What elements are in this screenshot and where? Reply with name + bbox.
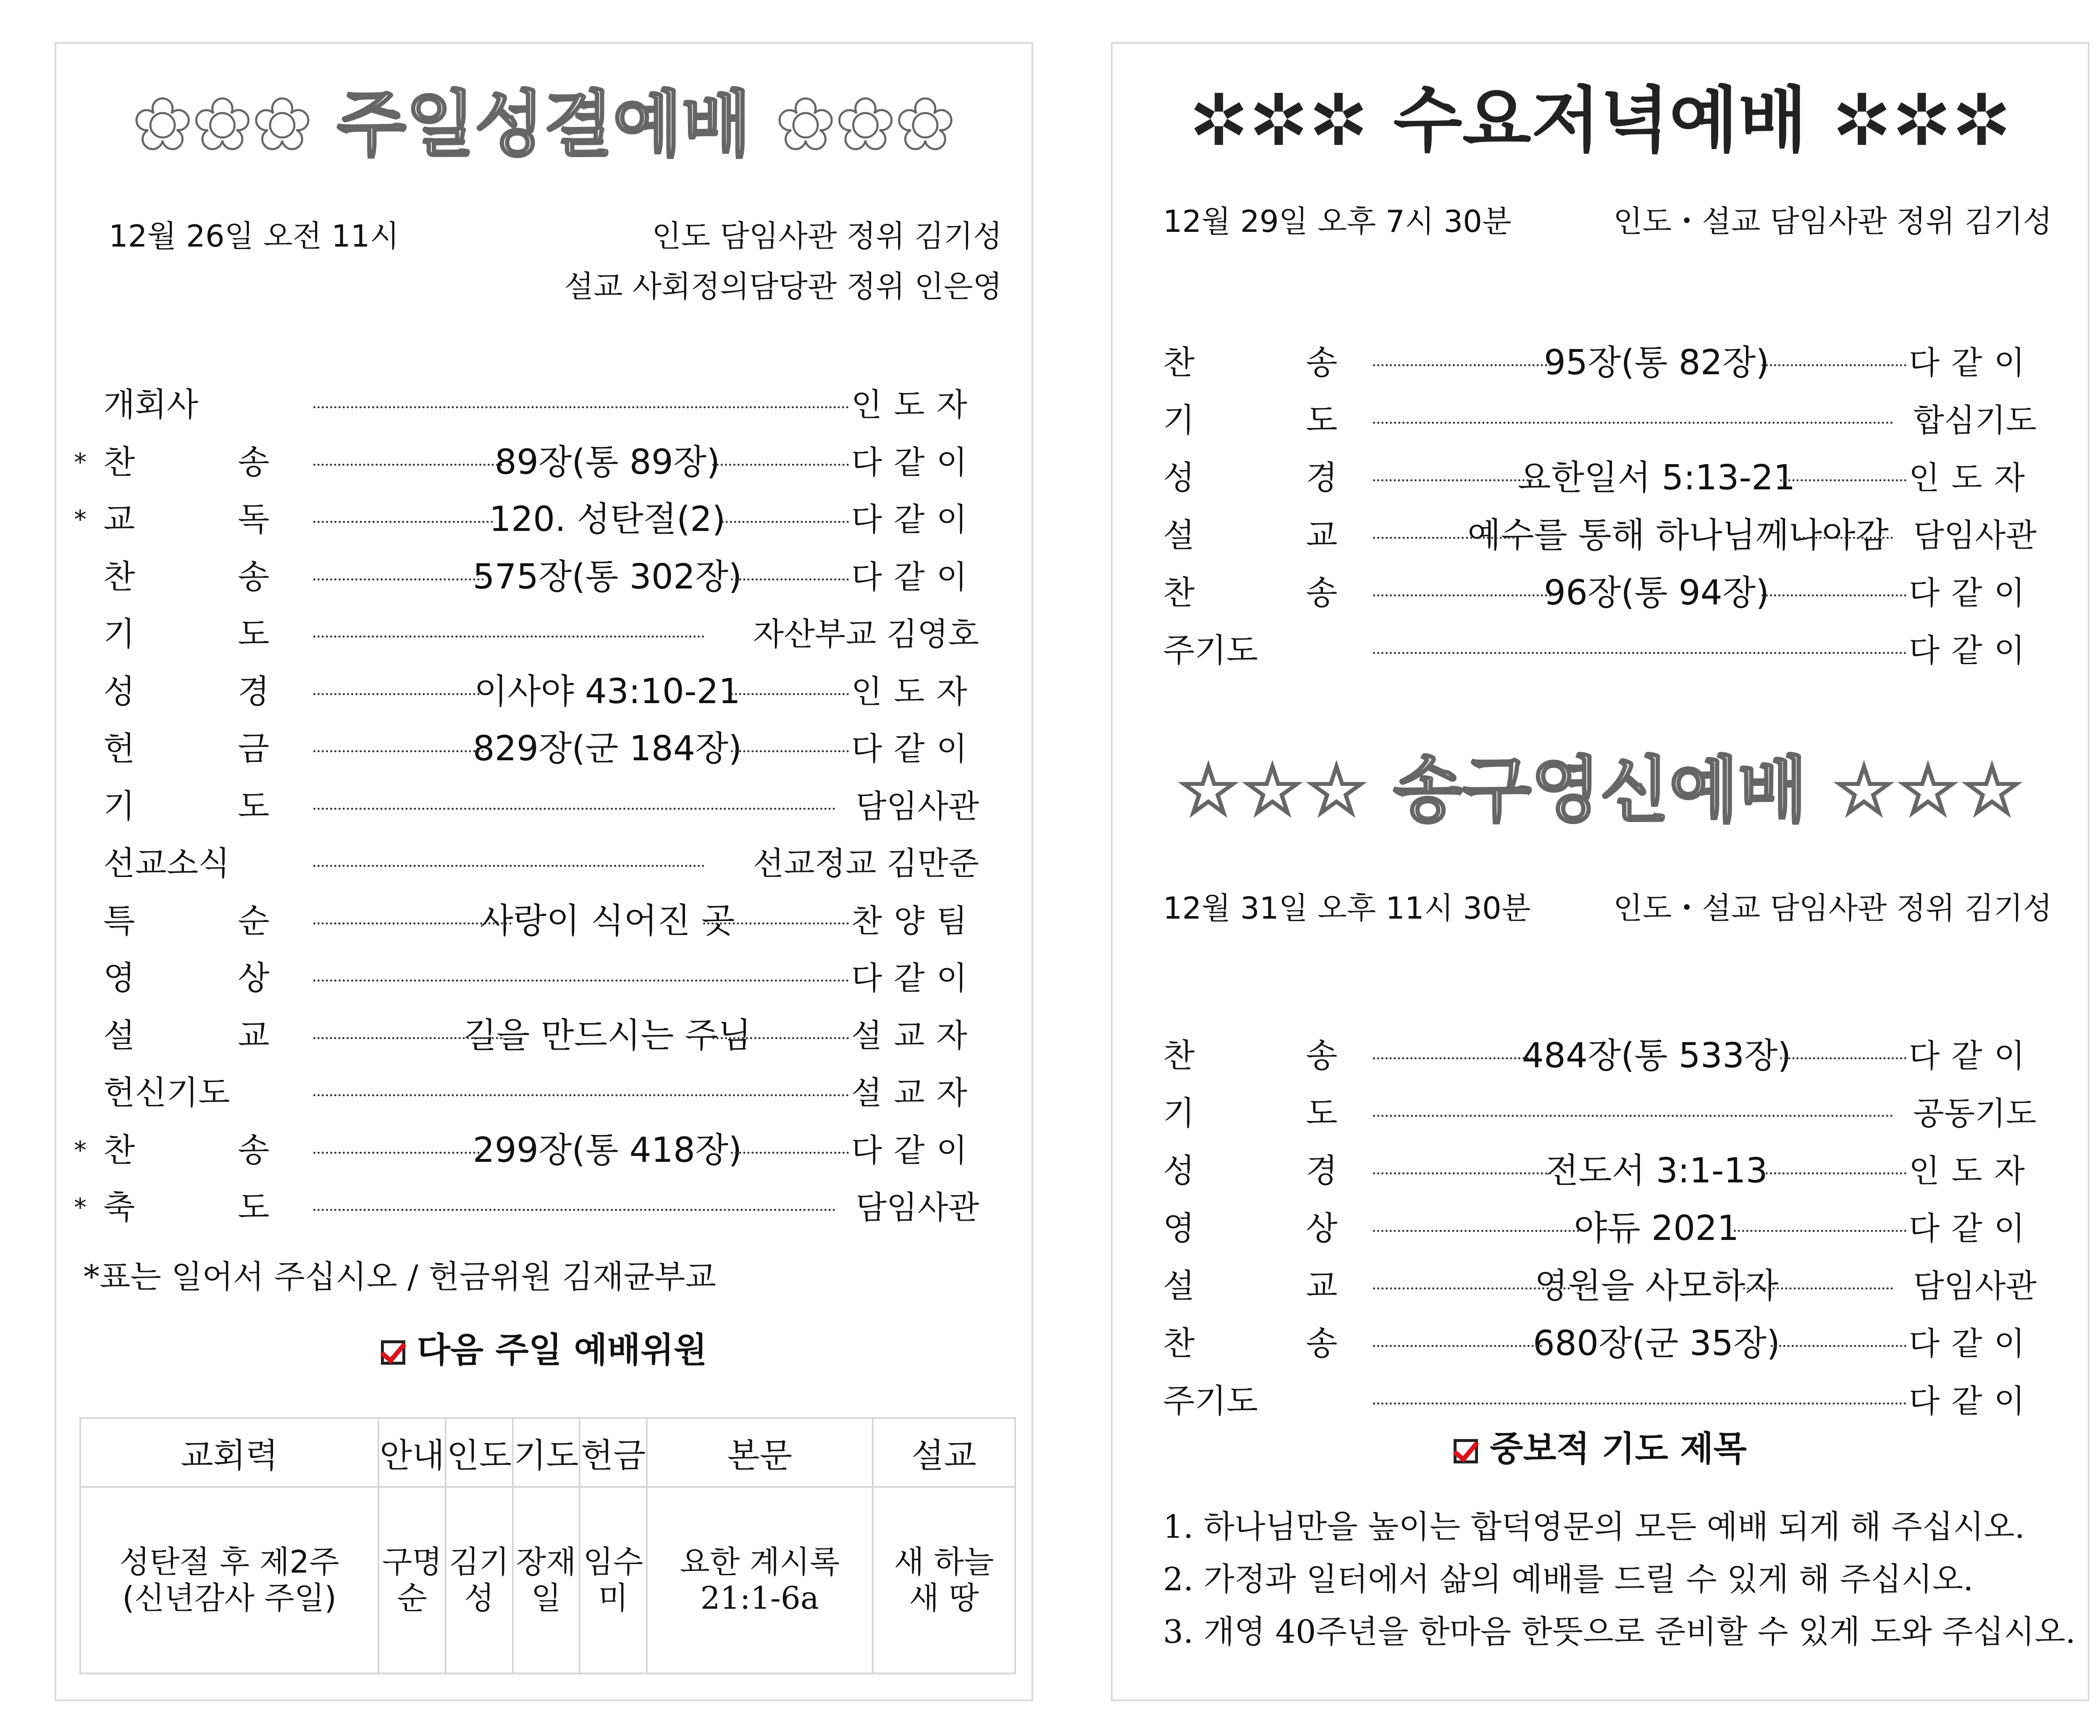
sunday-preacher: 설교 사회정의담당관 정위 인은영 — [564, 269, 1002, 304]
order-row — [103, 611, 979, 657]
leader-dots — [1734, 1230, 1906, 1232]
order-item: 요한일서 5:13-21 — [1517, 458, 1796, 498]
leader-dots — [313, 980, 849, 982]
prayer-heading — [1113, 1421, 2088, 1471]
sunday-date: 12월 26일 오전 11시 — [109, 218, 399, 254]
order-label: 찬 송 — [103, 1131, 316, 1169]
wednesday-date: 12월 29일 오후 7시 30분 — [1163, 204, 1512, 239]
order-participant: 다같이 — [851, 1131, 979, 1169]
order-participant: 다같이 — [851, 501, 979, 538]
order-label: 주기도 — [1163, 1382, 1258, 1420]
order-row — [1163, 1378, 2037, 1424]
order-label: 기 도 — [103, 615, 316, 653]
table-header-cell: 인도 — [446, 1418, 513, 1487]
leader-dots — [1373, 652, 1906, 654]
leader-dots — [313, 578, 484, 580]
order-label: 선교소식 — [103, 845, 230, 882]
leader-dots — [313, 1037, 502, 1039]
order-row — [103, 783, 979, 830]
order-participant: 다같이 — [1908, 344, 2037, 381]
order-label: 교 독 — [103, 501, 316, 538]
leader-dots — [1373, 1172, 1551, 1174]
checkbox-icon — [1454, 1439, 1478, 1463]
order-participant: 인도자 — [851, 672, 979, 710]
leader-dots — [1373, 422, 1893, 424]
order-row — [103, 726, 979, 772]
order-label: 영 상 — [103, 959, 316, 997]
order-item: 89장(통 89장) — [494, 442, 720, 482]
leader-dots — [1373, 1402, 1906, 1405]
order-participant: 담임사관 — [856, 1189, 979, 1226]
order-row — [1163, 1263, 2037, 1309]
leader-dots — [1771, 1345, 1906, 1347]
order-row — [103, 840, 979, 887]
checkbox-icon — [381, 1340, 405, 1365]
leader-dots — [313, 808, 835, 810]
order-participant: 자산부교 김영호 — [753, 615, 979, 653]
order-row — [1163, 340, 2037, 386]
order-participant: 인도자 — [1908, 1152, 2037, 1190]
newyear-leader: 인도・설교 담임사관 정위 김기성 — [1613, 890, 2052, 926]
table-row — [80, 1487, 1015, 1673]
order-label: 찬 송 — [1163, 344, 1388, 382]
order-row — [74, 496, 979, 543]
order-row — [103, 554, 979, 600]
order-participant: 다같이 — [1908, 1382, 2037, 1420]
leader-dots — [1373, 1345, 1542, 1347]
order-label: 찬 송 — [1163, 1325, 1388, 1363]
leader-dots — [1373, 1057, 1533, 1059]
table-cell: 김기성 — [446, 1487, 513, 1673]
sunday-service-panel — [55, 42, 1033, 1701]
order-row — [1163, 628, 2037, 674]
order-row — [103, 955, 979, 1001]
order-participant: 다같이 — [1908, 632, 2037, 669]
leader-dots — [1373, 594, 1551, 596]
order-label: 설 교 — [103, 1016, 316, 1055]
leader-dots — [313, 406, 849, 408]
evening-services-panel — [1111, 42, 2090, 1701]
order-participant: 다같이 — [851, 558, 979, 596]
table-header-cell: 안내 — [378, 1418, 446, 1487]
order-row — [103, 669, 979, 715]
order-label: 주기도 — [1163, 632, 1258, 670]
order-participant: 다같이 — [851, 443, 979, 481]
order-participant: 다같이 — [1908, 1037, 2037, 1074]
leader-dots — [703, 922, 849, 924]
table-cell: 요한 계시록 21:1-6a — [647, 1487, 873, 1673]
order-row — [74, 439, 979, 486]
order-label: 성 경 — [103, 672, 316, 711]
order-participant: 다같이 — [1908, 1210, 2037, 1247]
wednesday-leader: 인도・설교 담임사관 정위 김기성 — [1613, 204, 2052, 239]
order-participant: 인도자 — [851, 386, 979, 423]
order-participant: 다같이 — [851, 730, 979, 767]
order-item: 96장(통 94장) — [1544, 573, 1769, 613]
order-row — [74, 1127, 979, 1174]
leader-dots — [1761, 594, 1906, 596]
leader-dots — [313, 1209, 835, 1211]
order-label: 기 도 — [1163, 402, 1388, 439]
prayer-item: 3. 개영 40주년을 한마음 한뜻으로 준비할 수 있게 도와 주십시오. — [1163, 1613, 2076, 1650]
leader-dots — [1780, 1057, 1906, 1059]
leader-dots — [731, 578, 849, 580]
order-participant: 다같이 — [1908, 1325, 2037, 1362]
leader-dots — [313, 865, 704, 867]
leader-dots — [313, 636, 704, 638]
order-participant: 공동기도 — [1913, 1095, 2037, 1132]
order-label: 설 교 — [1163, 517, 1388, 554]
order-label: 개회사 — [103, 386, 199, 424]
order-row — [1163, 1033, 2037, 1079]
order-participant: 선교정교 김만준 — [753, 845, 979, 882]
order-row — [1163, 512, 2037, 559]
sunday-note: *표는 일어서 주십시오 / 헌금위원 김재균부교 — [84, 1258, 716, 1295]
order-label: 기 도 — [1163, 1095, 1388, 1132]
leader-dots — [313, 1094, 849, 1096]
order-item: 사랑이 식어진 곳 — [480, 901, 735, 941]
next-week-table — [79, 1417, 1016, 1674]
leader-dots — [1373, 537, 1515, 539]
leader-dots — [313, 922, 512, 924]
table-cell: 성탄절 후 제2주 (신년감사 주일) — [80, 1487, 378, 1673]
order-item: 120. 성탄절(2) — [489, 499, 726, 539]
wednesday-title: ✲✲✲ 수요저녁예배 ✲✲✲ — [1189, 79, 2012, 162]
stand-marker: * — [74, 1135, 87, 1165]
leader-dots — [313, 521, 493, 523]
order-row — [1163, 397, 2037, 444]
order-row — [103, 898, 979, 944]
newyear-date: 12월 31일 오후 11시 30분 — [1163, 890, 1531, 926]
leader-dots — [1780, 479, 1906, 481]
order-label: 헌신기도 — [103, 1074, 230, 1112]
prayer-item: 2. 가정과 일터에서 삶의 예배를 드릴 수 있게 해 주십시오. — [1163, 1560, 1974, 1598]
leader-dots — [722, 521, 849, 523]
leader-dots — [1373, 1115, 1893, 1117]
leader-dots — [712, 464, 849, 466]
order-row — [74, 1184, 979, 1231]
sunday-leader: 인도 담임사관 정위 김기성 — [652, 218, 1002, 254]
prayer-title: 중보적 기도 제목 — [1490, 1429, 1747, 1469]
order-participant: 찬양팀 — [851, 902, 979, 940]
leader-dots — [313, 693, 484, 695]
order-row — [1163, 1148, 2037, 1194]
table-header-cell: 헌금 — [580, 1418, 647, 1487]
order-item: 829장(군 184장) — [472, 729, 742, 769]
order-participant: 합심기도 — [1913, 402, 2037, 439]
leader-dots — [731, 693, 849, 695]
leader-dots — [313, 750, 484, 752]
stand-marker: * — [74, 505, 87, 534]
table-cell: 임수미 — [580, 1487, 647, 1673]
order-item: 예수를 통해 하나님께나아감 — [1467, 515, 1889, 555]
order-participant: 인도자 — [1908, 459, 2037, 496]
sunday-title: ✿✿✿ 주일성결예배 ✿✿✿ — [132, 83, 956, 166]
table-header-cell: 교회력 — [80, 1418, 378, 1487]
order-item: 484장(통 533장) — [1522, 1036, 1791, 1076]
order-item: 야듀 2021 — [1574, 1208, 1739, 1248]
table-header-cell: 설교 — [873, 1418, 1015, 1487]
order-row — [103, 382, 979, 428]
leader-dots — [712, 1037, 849, 1039]
order-participant: 담임사관 — [1913, 517, 2037, 554]
table-cell: 구명순 — [378, 1487, 446, 1673]
table-header-cell: 기도 — [513, 1418, 580, 1487]
leader-dots — [731, 1152, 849, 1154]
table-cell: 장재일 — [513, 1487, 580, 1673]
order-item: 95장(통 82장) — [1544, 343, 1769, 383]
table-cell: 새 하늘 새 땅 — [873, 1487, 1015, 1673]
order-row — [103, 1013, 979, 1059]
newyear-title: ☆☆☆ 송구영신예배 ☆☆☆ — [1176, 749, 2024, 832]
order-row — [1163, 1321, 2037, 1367]
order-item: 길을 만드시는 주님 — [463, 1015, 751, 1056]
leader-dots — [1761, 1172, 1906, 1174]
stand-marker: * — [74, 1193, 87, 1222]
prayer-item: 1. 하나님만을 높이는 합덕영문의 모든 예배 되게 해 주십시오. — [1163, 1508, 2025, 1545]
stand-marker: * — [74, 447, 87, 477]
order-label: 헌 금 — [103, 730, 316, 768]
order-row — [103, 1070, 979, 1116]
leader-dots — [1373, 364, 1551, 366]
next-week-title: 다음 주일 예배위원 — [417, 1330, 707, 1370]
order-participant: 설교자 — [851, 1074, 979, 1111]
table-header-cell: 본문 — [647, 1418, 873, 1487]
order-label: 성 경 — [1163, 459, 1388, 497]
leader-dots — [731, 750, 849, 752]
order-participant: 다같이 — [1908, 574, 2037, 612]
order-item: 299장(통 418장) — [472, 1130, 742, 1170]
order-label: 찬 송 — [103, 443, 316, 481]
order-participant: 담임사관 — [1913, 1267, 2037, 1305]
leader-dots — [1373, 479, 1533, 481]
order-row — [1163, 1205, 2037, 1252]
order-label: 찬 송 — [103, 558, 316, 596]
next-week-heading — [56, 1323, 1032, 1372]
order-label: 특 순 — [103, 902, 316, 940]
leader-dots — [1798, 537, 1893, 539]
order-label: 설 교 — [1163, 1267, 1388, 1305]
leader-dots — [1373, 1287, 1570, 1290]
order-participant: 설교자 — [851, 1016, 979, 1054]
order-label: 찬 송 — [1163, 1037, 1388, 1075]
order-item: 이사야 43:10-21 — [474, 671, 740, 712]
order-label: 기 도 — [103, 787, 316, 825]
leader-dots — [1743, 1287, 1893, 1290]
order-label: 찬 송 — [1163, 574, 1388, 612]
order-participant: 다같이 — [851, 959, 979, 997]
leader-dots — [1373, 1230, 1579, 1232]
leader-dots — [1761, 364, 1906, 366]
order-row — [1163, 1090, 2037, 1137]
order-participant: 담임사관 — [856, 787, 979, 825]
order-label: 성 경 — [1163, 1152, 1388, 1190]
order-item: 전도서 3:1-13 — [1545, 1151, 1768, 1191]
order-row — [1163, 570, 2037, 616]
order-item: 영원을 사모하자 — [1534, 1266, 1779, 1306]
order-item: 680장(군 35장) — [1533, 1324, 1780, 1363]
order-row — [1163, 455, 2037, 501]
order-item: 575장(통 302장) — [472, 557, 742, 597]
table-header-row — [80, 1418, 1015, 1487]
order-label: 영 상 — [1163, 1210, 1388, 1248]
leader-dots — [313, 1152, 484, 1154]
order-label: 축 도 — [103, 1189, 316, 1226]
leader-dots — [313, 464, 502, 466]
